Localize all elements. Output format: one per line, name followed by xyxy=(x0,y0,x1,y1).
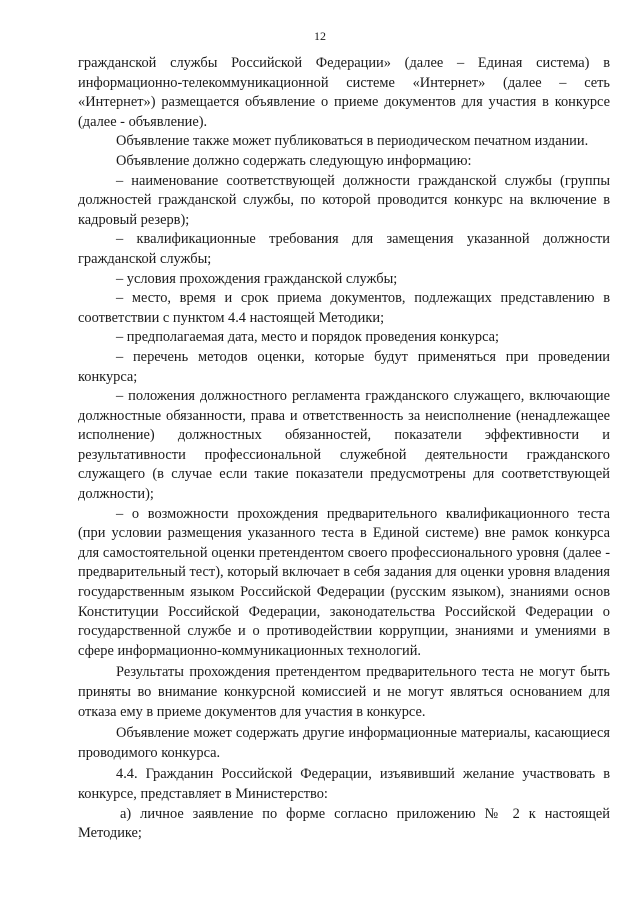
document-body xyxy=(78,54,610,844)
list-item-personal-application: а) личное заявление по форме согласно приложению № 2 к настоящей Методике; xyxy=(78,805,610,842)
list-item-contest-date: – предполагаемая дата, место и порядок проведения конкурса; xyxy=(116,329,500,346)
paragraph-other-materials: Объявление может содержать другие информационные материалы, касающиеся проводимого конкурса. xyxy=(78,725,610,761)
paragraph-intro: гражданской службы Российской Федерации» (далее – Единая система) в информационно-телекоммуникационной системе «Интернет» (далее – сеть «Интернет») размещается объявление о приеме документов для участия в конкурсе (далее - объявление). xyxy=(78,55,610,130)
paragraph-test-results: Результаты прохождения претендентом предварительного теста не могут быть приняты во внимание конкурсной комиссией и не могут являться основанием для отказа ему в приеме документов для участия в конкурсе. xyxy=(78,664,610,720)
list-item-qualification: – квалификационные требования для замещения указанной должности гражданской службы; xyxy=(78,231,610,267)
list-item-evaluation-methods: – перечень методов оценки, которые будут применяться при проведении конкурса; xyxy=(78,348,610,385)
list-item-document-reception: – место, время и срок приема документов, подлежащих представлению в соответствии с пунктом 4.4 настоящей Методики; xyxy=(78,290,610,326)
list-item-position-name: – наименование соответствующей должности гражданской службы (группы должностей гражданской службы, по которой проводится конкурс на включение в кадровый резерв); xyxy=(78,172,610,228)
list-item-service-conditions: – условия прохождения гражданской службы; xyxy=(116,270,398,287)
page-number: 12 xyxy=(314,29,326,43)
paragraph-contents-heading: Объявление должно содержать следующую информацию: xyxy=(116,152,472,169)
list-item-preliminary-test: – о возможности прохождения предварительного квалификационного теста (при условии размещения указанного теста в Единой системе) вне рамок конкурса для самостоятельной оценки претендентом своего профессионального уровня (далее - предварительный тест), который включает в себя задания для оценки уровня владения государственным языком Российской Федерации (русским языком), знаниями основ Конституции Российской Федерации, законодательства Российской Федерации о государственной службе и о противодействии коррупции, знаниями и умениями в сфере информационно-коммуникационных технологий. xyxy=(78,505,610,659)
section-4-4: 4.4. Гражданин Российской Федерации, изъявивший желание участвовать в конкурсе, представляет в Министерство: xyxy=(78,766,610,802)
list-item-job-regulations: – положения должностного регламента гражданского служащего, включающие должностные обязанности, права и ответственность за неисполнение (ненадлежащее исполнение) должностных обязанностей, показатели эффективности и результативности профессиональной служебной деятельности гражданского служащего (в случае если такие показатели предусмотрены для соответствующей должности); xyxy=(78,388,610,503)
paragraph-publication: Объявление также может публиковаться в периодическом печатном издании. xyxy=(116,133,589,150)
